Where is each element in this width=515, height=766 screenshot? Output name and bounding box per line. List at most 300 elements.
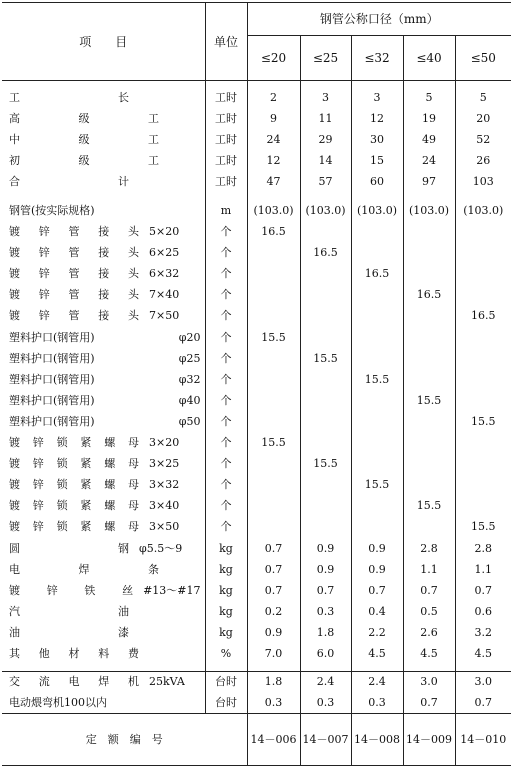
section-gap [2,664,511,671]
unit-label: 个 [220,246,232,260]
value: 15.5 [471,414,496,428]
value-cell [455,171,511,192]
value-cell [403,305,455,326]
value: 15.5 [364,478,390,492]
item-cell [2,453,205,474]
value: 3.0 [474,675,493,689]
value-cell [247,580,300,601]
item-spec: 3×20 [149,436,180,450]
unit-label: 工时 [215,153,237,167]
unit-cell [205,643,247,664]
item-spec: φ25 [178,351,201,365]
item-name: 镀 锌 锁 紧 螺 母 [9,478,139,492]
item-spec: 3×32 [149,478,180,492]
unit-label: 个 [220,330,232,344]
value-cell [300,692,351,713]
value-cell [351,87,403,108]
value: 15 [370,153,384,167]
value-cell [403,692,455,713]
value: 1.8 [316,625,335,639]
value-cell [351,200,403,221]
item-name: 交 流 电 焊 机 [9,675,139,689]
value: 2.8 [474,541,493,555]
material-row [2,242,511,263]
item-spec: 3×50 [149,520,180,534]
value-cell [351,411,403,432]
value: 14 [318,153,333,167]
value: 0.9 [264,625,283,639]
value-cell [403,221,455,242]
unit-label: 台时 [215,695,237,709]
value-cell [300,171,351,192]
value-cell [247,171,300,192]
material-row [2,622,511,643]
value-cell [403,559,455,580]
value: 0.7 [474,695,493,709]
value-cell [351,622,403,643]
header-item-label: 项 目 [79,34,128,49]
item-cell [2,474,205,495]
unit-label: 个 [220,520,232,534]
value-cell [247,474,300,495]
value-cell [455,200,511,221]
value: 16.5 [313,246,338,260]
footer-label-cell [2,713,247,765]
value-cell [351,580,403,601]
quota-table [2,2,511,766]
value-cell [351,432,403,453]
item-name: 镀 锌 铁 丝 [9,583,134,597]
value-cell [455,432,511,453]
value: 15.5 [261,436,286,450]
value: 24 [266,132,281,146]
value-cell [300,474,351,495]
value-cell [351,150,403,171]
unit-cell [205,263,247,284]
item-name: 塑料护口(钢管用) [9,372,95,386]
value: 0.9 [316,562,335,576]
unit-cell [205,516,247,537]
quota-code-cell [403,713,455,765]
value-cell [247,495,300,516]
item-cell [2,390,205,411]
value-cell [300,671,351,692]
value: 15.5 [313,351,338,365]
value-cell [455,495,511,516]
header-size-label: ≤40 [416,51,442,65]
item-name: 镀 锌 锁 紧 螺 母 [9,436,139,450]
value-cell [351,537,403,558]
value-cell [455,263,511,284]
unit-cell [205,150,247,171]
value: 0.7 [264,583,283,597]
value-cell [300,305,351,326]
value: 2.4 [316,675,335,689]
unit-label: 个 [220,393,232,407]
material-row [2,559,511,580]
item-name: 镀 锌 管 接 头 [9,225,139,239]
value: 2.2 [368,625,386,639]
value: 0.7 [316,583,335,597]
item-cell [2,284,205,305]
value-cell [247,411,300,432]
value-cell [455,221,511,242]
item-spec: φ5.5～9 [139,541,183,555]
material-row [2,348,511,369]
item-spec: φ32 [178,372,201,386]
value-cell [455,284,511,305]
material-row [2,390,511,411]
value-cell [455,305,511,326]
value-cell [351,495,403,516]
header-size-label: ≤25 [312,51,339,65]
item-cell [2,601,205,622]
value: 0.4 [368,604,386,618]
unit-label: 工时 [215,132,237,146]
unit-cell [205,671,247,692]
unit-cell [205,559,247,580]
value-cell [247,390,300,411]
item-name: 镀 锌 管 接 头 [9,309,139,323]
value-cell [300,129,351,150]
value: 3.2 [474,625,493,639]
value-cell [247,692,300,713]
footer-label: 定 额 编 号 [85,732,163,746]
value: 2.4 [368,675,386,689]
unit-cell [205,432,247,453]
item-cell [2,369,205,390]
value-cell [351,369,403,390]
material-row [2,284,511,305]
value: 4.5 [368,646,386,660]
value: 0.9 [368,562,386,576]
labor-row [2,150,511,171]
material-row [2,263,511,284]
header-item-cell [2,3,205,81]
header-unit-cell [205,3,247,81]
value: 103 [472,174,494,188]
value-cell [300,369,351,390]
value-cell [300,537,351,558]
value-cell [455,671,511,692]
value: 0.6 [474,604,493,618]
unit-label: 工时 [215,174,237,188]
value-cell [455,129,511,150]
item-cell [2,171,205,192]
item-name: 圆 钢 [9,541,129,555]
value-cell [247,453,300,474]
value-cell [403,601,455,622]
value-cell [455,559,511,580]
value: 19 [422,111,436,125]
value-cell [403,348,455,369]
value-cell [247,516,300,537]
value: 2 [270,90,277,104]
material-row [2,474,511,495]
value-cell [455,692,511,713]
unit-cell [205,453,247,474]
quota-code-cell [300,713,351,765]
value-cell [351,692,403,713]
unit-cell [205,474,247,495]
unit-label: kg [219,583,233,597]
value-cell [455,474,511,495]
material-row [2,516,511,537]
value: 15.5 [261,330,286,344]
unit-label: 个 [220,351,232,365]
header-size-label: ≤32 [364,51,390,65]
value-cell [403,284,455,305]
value-cell [403,622,455,643]
value: 30 [370,132,384,146]
value-cell [455,643,511,664]
value: 5 [425,90,433,104]
value-cell [351,474,403,495]
item-cell [2,263,205,284]
value: 9 [270,111,277,125]
item-name: 塑料护口(钢管用) [9,414,95,428]
material-row [2,495,511,516]
value-cell [455,369,511,390]
value: 0.9 [368,541,386,555]
section-gap [2,192,511,200]
labor-row [2,87,511,108]
unit-cell [205,537,247,558]
item-spec: 7×50 [149,309,180,323]
value: 6.0 [316,646,335,660]
item-spec: φ20 [178,330,201,344]
value: 0.3 [264,695,283,709]
value: (103.0) [253,204,294,218]
value-cell [403,129,455,150]
value: 2.6 [420,625,438,639]
value-cell [403,516,455,537]
value-cell [300,643,351,664]
value: 0.3 [316,604,335,618]
item-cell [2,671,205,692]
value-cell [351,516,403,537]
value-cell [247,369,300,390]
value: 3 [322,90,329,104]
material-row [2,432,511,453]
unit-label: 个 [220,372,232,386]
header-size-cell [247,36,300,81]
value: 0.5 [420,604,438,618]
value: 0.7 [264,541,283,555]
value: (103.0) [356,204,398,218]
quota-code: 14－008 [354,732,400,746]
value-cell [351,263,403,284]
unit-label: 个 [220,267,232,281]
value-cell [351,559,403,580]
value: 97 [422,174,436,188]
item-name: 初 级 工 [9,153,159,167]
header-group-cell [247,3,511,36]
item-cell [2,559,205,580]
value: 5 [479,90,487,104]
value-cell [300,200,351,221]
value: 0.7 [420,695,438,709]
material-row [2,411,511,432]
value-cell [403,495,455,516]
value: 3 [373,90,381,104]
header-size-label: ≤50 [470,51,496,65]
value: 49 [422,132,436,146]
item-spec: 6×25 [149,246,180,260]
value-cell [403,537,455,558]
quota-code-cell [455,713,511,765]
value: 52 [476,132,491,146]
item-cell [2,516,205,537]
item-spec: 3×25 [149,457,180,471]
item-cell [2,200,205,221]
item-name: 汽 油 [9,604,129,618]
unit-cell [205,200,247,221]
material-row [2,200,511,221]
material-row [2,221,511,242]
value: 16.5 [471,309,496,323]
value-cell [455,150,511,171]
header-size-cell [351,36,403,81]
item-cell [2,432,205,453]
quota-code-cell [247,713,300,765]
value-cell [351,305,403,326]
header-row-top [2,3,511,36]
item-spec: φ40 [178,393,201,407]
machine-row [2,671,511,692]
value: 4.5 [420,646,438,660]
value-cell [455,87,511,108]
quota-code: 14－006 [250,732,297,746]
material-row [2,305,511,326]
labor-row [2,108,511,129]
item-cell [2,108,205,129]
unit-label: 工时 [215,90,237,104]
value-cell [300,601,351,622]
value-cell [351,327,403,348]
value-cell [455,108,511,129]
value: (103.0) [305,204,346,218]
value-cell [455,242,511,263]
item-name: 合 计 [9,174,129,188]
value: 26 [476,153,491,167]
value-cell [403,411,455,432]
item-name: 电动煨弯机100以内 [9,695,107,709]
value-cell [455,622,511,643]
item-name: 镀 锌 管 接 头 [9,246,139,260]
value: 12 [370,111,384,125]
value: 15.5 [416,393,442,407]
item-name: 工 长 [9,90,129,104]
value-cell [247,305,300,326]
header-size-cell [455,36,511,81]
value-cell [351,453,403,474]
header-unit-label: 单位 [213,34,238,49]
unit-label: 台时 [215,675,237,689]
value: 12 [266,153,281,167]
value-cell [247,108,300,129]
value-cell [247,537,300,558]
value-cell [403,369,455,390]
item-name: 镀 锌 锁 紧 螺 母 [9,499,139,513]
value-cell [403,643,455,664]
item-spec: #13～#17 [143,583,201,597]
item-name: 镀 锌 管 接 头 [9,267,139,281]
value-cell [247,284,300,305]
value: 15.5 [471,520,496,534]
item-spec: 5×20 [149,225,180,239]
value-cell [247,671,300,692]
unit-cell [205,305,247,326]
item-cell [2,348,205,369]
value: 1.8 [264,675,283,689]
unit-cell [205,495,247,516]
value-cell [300,284,351,305]
value-cell [247,348,300,369]
item-cell [2,643,205,664]
value: 11 [318,111,333,125]
value: 0.9 [316,541,335,555]
value-cell [351,390,403,411]
unit-cell [205,171,247,192]
value-cell [403,263,455,284]
unit-cell [205,411,247,432]
material-row [2,580,511,601]
unit-cell [205,221,247,242]
value: 47 [266,174,281,188]
material-row [2,537,511,558]
footer-row [2,713,511,765]
material-row [2,643,511,664]
value-cell [403,390,455,411]
value-cell [403,432,455,453]
value: 16.5 [364,267,390,281]
item-cell [2,411,205,432]
item-name: 塑料护口(钢管用) [9,330,95,344]
unit-label: 个 [220,457,232,471]
unit-label: 个 [220,436,232,450]
value: 4.5 [474,646,493,660]
item-cell [2,305,205,326]
value-cell [351,171,403,192]
value-cell [403,200,455,221]
item-cell [2,221,205,242]
value-cell [403,171,455,192]
value-cell [403,242,455,263]
unit-cell [205,87,247,108]
value-cell [300,87,351,108]
value: 57 [318,174,333,188]
item-cell [2,622,205,643]
value-cell [351,221,403,242]
unit-cell [205,580,247,601]
material-row [2,369,511,390]
value-cell [300,390,351,411]
unit-cell [205,348,247,369]
item-cell [2,87,205,108]
value-cell [247,643,300,664]
value: 3.0 [420,675,438,689]
item-cell [2,537,205,558]
quota-code: 14－010 [460,732,507,746]
value-cell [403,580,455,601]
item-name: 其 他 材 料 费 [9,646,139,660]
value: 29 [318,132,333,146]
value: 7.0 [264,646,283,660]
value-cell [403,671,455,692]
value-cell [247,327,300,348]
unit-cell [205,622,247,643]
